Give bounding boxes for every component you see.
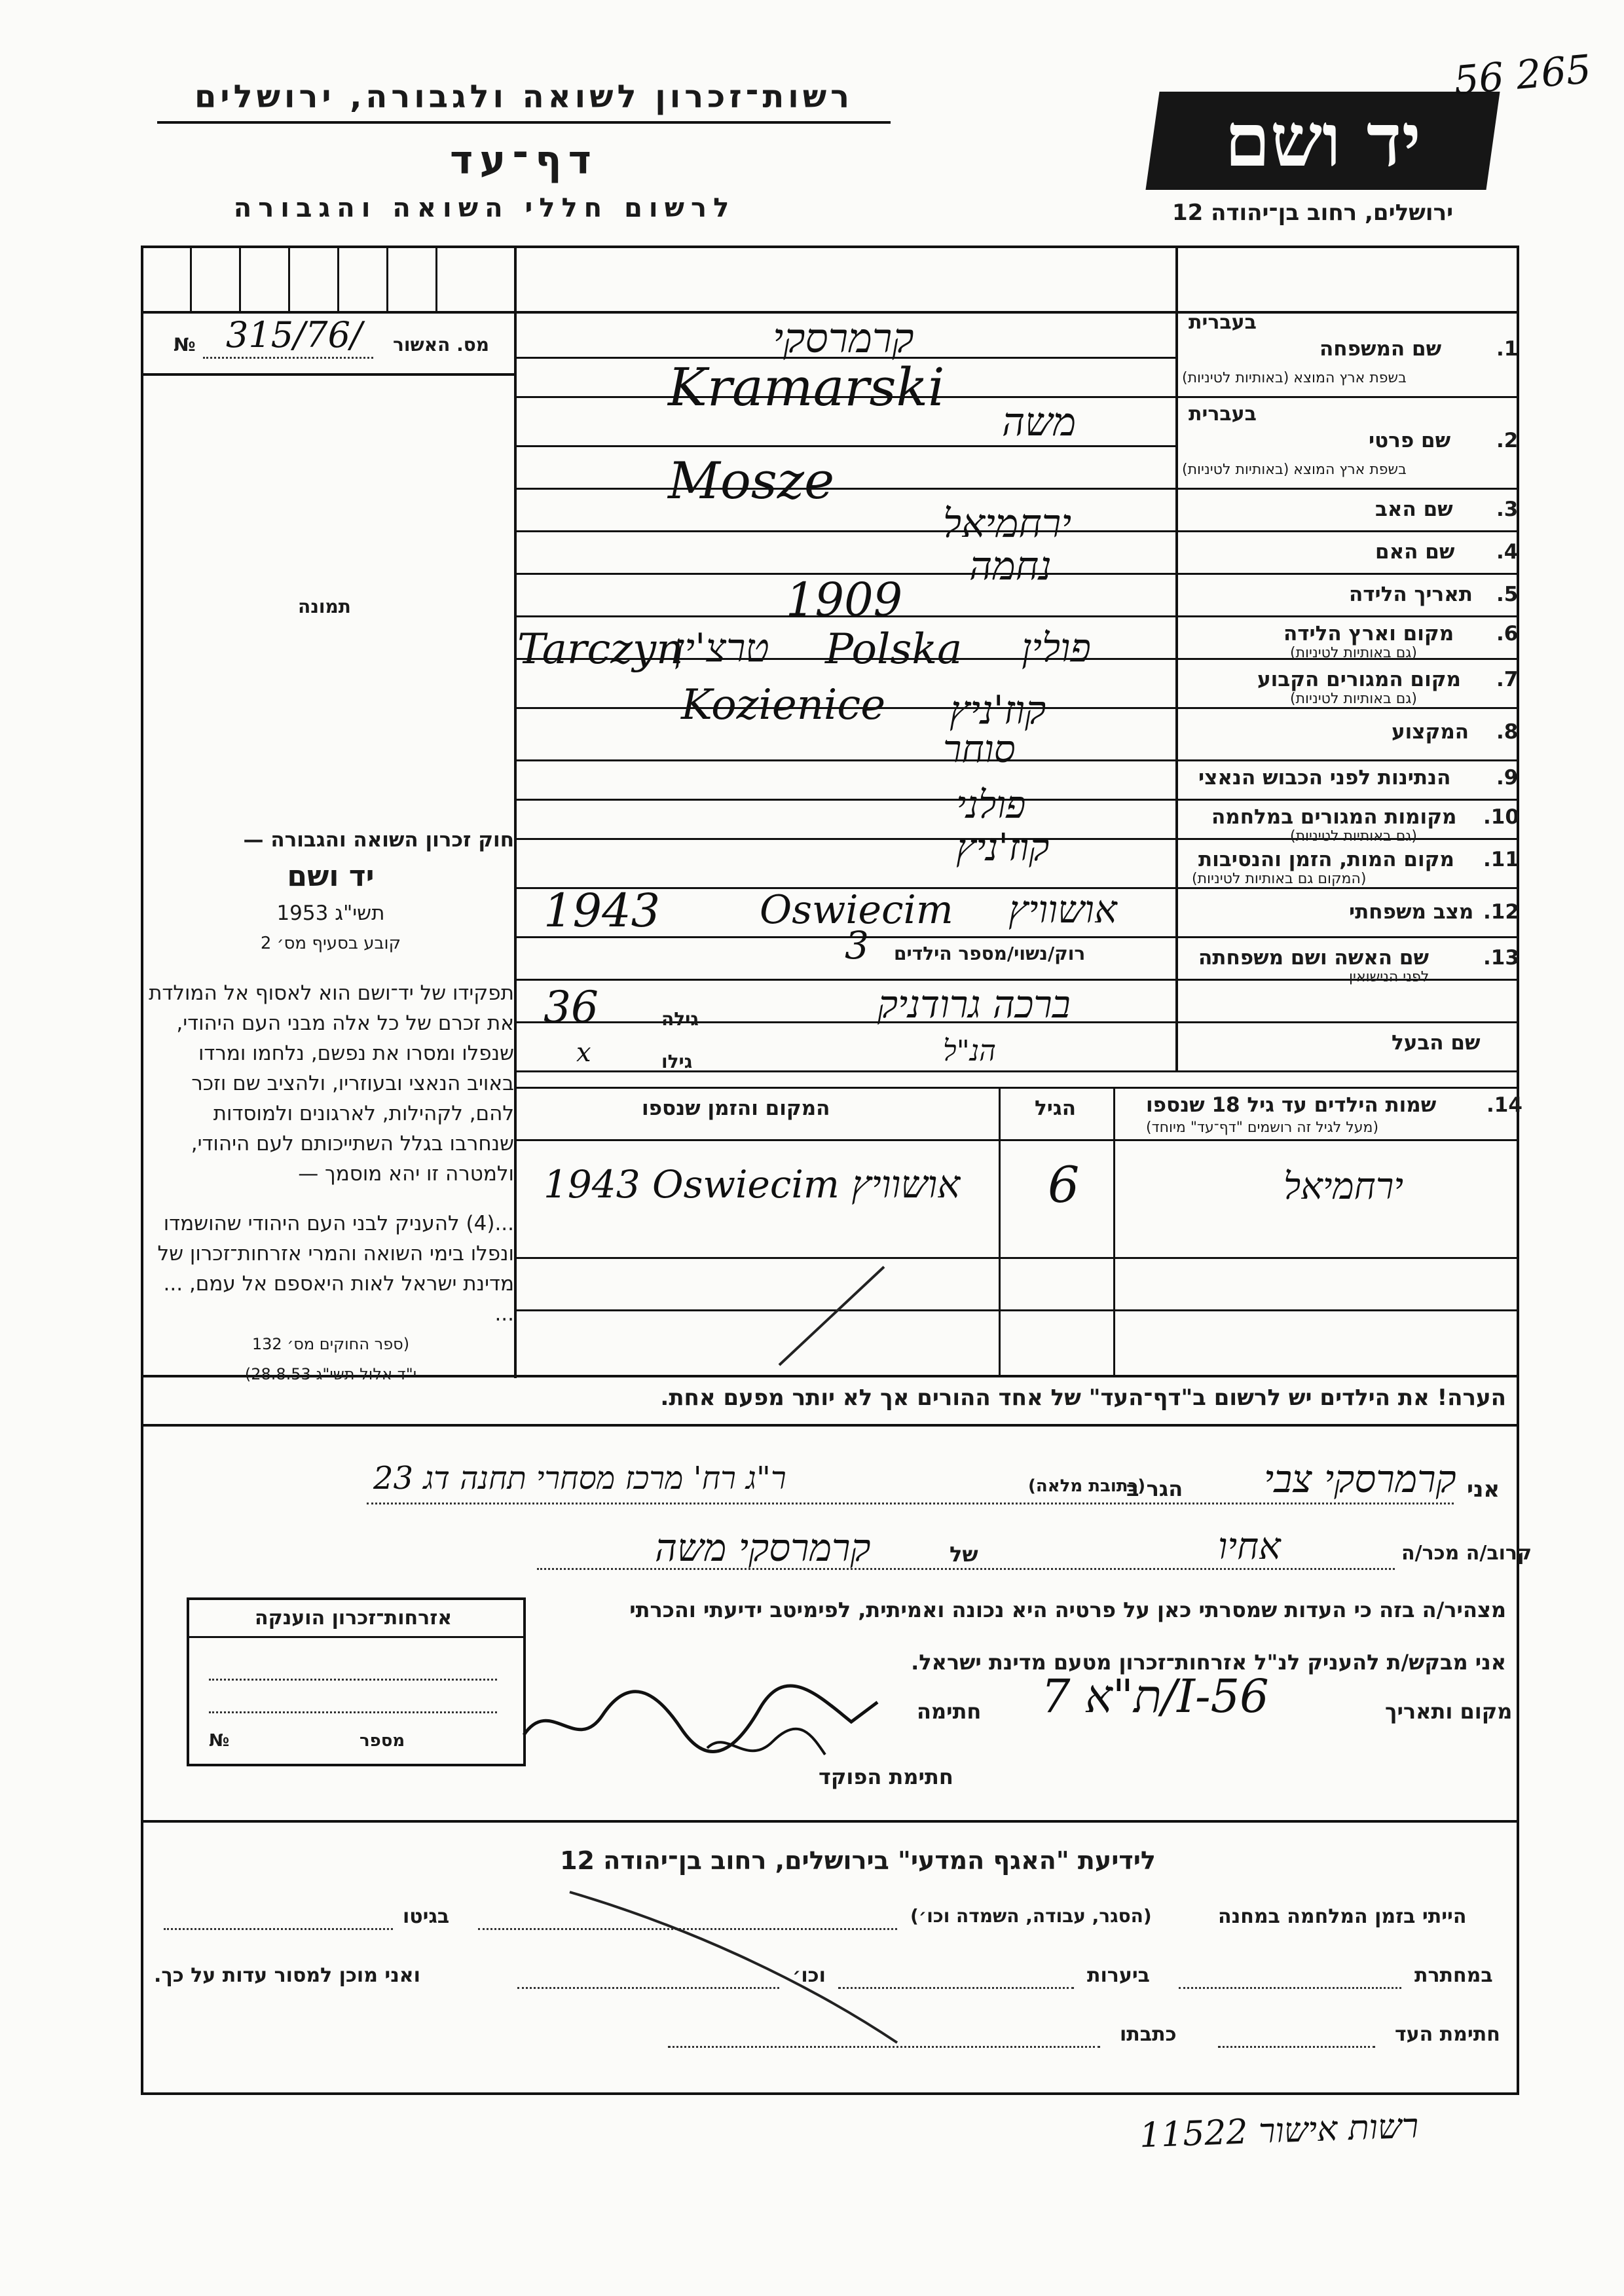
header-rule <box>157 121 891 124</box>
photo-label: תמונה <box>298 596 351 617</box>
f1-value-hebrew: קרמרסקי <box>773 314 914 362</box>
strip-cell <box>337 246 339 311</box>
strip-cell <box>435 246 437 311</box>
husband-age-label: גילו <box>661 1051 693 1072</box>
memorial-citizenship-box <box>187 1597 526 1766</box>
row-rule <box>517 1257 1519 1259</box>
f10-sub: (גם באותיות לטיניות) <box>1290 828 1417 845</box>
children-col-divider <box>999 1087 1001 1375</box>
husband-value: הנ"ל <box>943 1034 996 1068</box>
f8-value: סוחר <box>943 727 1016 771</box>
f1-value-latin: Kramarski <box>668 357 945 418</box>
f13-value: ברכה גרודניק <box>877 982 1071 1027</box>
f2-sub: בשפת ארץ המוצא (באותיות לטיניות) <box>1182 462 1407 478</box>
col-place-header: המקום והזמן שנספו <box>642 1097 830 1120</box>
section-rule <box>141 1424 1519 1427</box>
declarant-name: קרמרסקי צבי <box>1264 1457 1456 1501</box>
f14-num: 14. <box>1486 1093 1522 1117</box>
f6-value-latin: Tarczyn <box>517 625 684 674</box>
strip-cell <box>288 246 290 311</box>
memorial-box-title: אזרחות־זכרון הוענקה <box>255 1607 452 1630</box>
f1-hebrew-label: בעברית <box>1189 311 1257 334</box>
f14-label: שמות הילדים עד גיל 18 שנספו <box>1146 1093 1437 1117</box>
f6-country-hebrew: פולין <box>1022 625 1091 671</box>
f5-num: 5. <box>1496 583 1519 606</box>
law-body: תפקידו של יד־ושם הוא לאסוף אל המולדת את זכרם של כל אלה מבני העם היהודי, שנפלו ומסרו את נפשם, נלחמו ומרדו באויב הנאצי ובעוזריו, ולהציב שם וזכר להם, לקהילות, לארגונים ולמוסדות שנחרבו בגלל השתייכותם לעם היהודי, ולמטרה זו יהא מוסמך — <box>149 981 514 1186</box>
f14-sub: (מעל לגיל זה רושמים "דף־עד" מיוחד) <box>1146 1120 1379 1136</box>
f5-value: 1909 <box>786 573 903 627</box>
f4-value: נחמה <box>969 543 1052 589</box>
f7-value-hebrew: קוז'ניץ <box>950 687 1046 733</box>
col-age-header: הגיל <box>1035 1097 1077 1120</box>
registration-dotline <box>203 357 373 359</box>
info-etc-label: וכו׳ <box>792 1964 826 1987</box>
f13-label: שם האשה ושם משפחתה <box>1198 946 1429 970</box>
f6-value-hebrew: טרצ'ין <box>674 625 769 671</box>
relative-label: קרוב/ה מכר/ה <box>1401 1542 1532 1565</box>
f2-num: 2. <box>1496 429 1519 452</box>
f5-label: תאריך הלידה <box>1349 583 1473 606</box>
f7-value-latin: Kozienice <box>681 681 886 729</box>
registration-rule <box>141 373 517 376</box>
f2-label: שם פרטי <box>1369 429 1451 452</box>
address-dotline <box>367 1503 1454 1504</box>
info-willing-label: ואני מוכן למסור עדות על כך. <box>154 1964 420 1987</box>
strike-mark <box>766 1260 897 1372</box>
relative-dotline <box>537 1568 1395 1570</box>
f11-sub: (המקום גם באותיות לטיניות) <box>1192 871 1367 887</box>
f13-sub: לפני הנישואין <box>1349 969 1430 985</box>
left-column-divider <box>514 246 517 1378</box>
f2-hebrew-label: בעברית <box>1189 403 1257 426</box>
f9-label: הנתינות לפני הכבוש הנאצי <box>1198 766 1451 790</box>
child-age: 6 <box>1048 1156 1080 1214</box>
f9-value: פולני <box>956 782 1026 827</box>
f10-num: 10. <box>1483 805 1519 829</box>
f1-num: 1. <box>1496 337 1519 361</box>
strip-cell <box>239 246 241 311</box>
info-dotline <box>1179 1987 1401 1989</box>
info-forests-label: ביערות <box>1087 1964 1150 1987</box>
f11-value-hebrew: אושוויץ <box>1008 887 1117 932</box>
relation-value: אחיו <box>1218 1525 1281 1568</box>
f13-num: 13. <box>1483 946 1519 970</box>
declarant-i-label: אני <box>1467 1476 1500 1503</box>
f4-num: 4. <box>1496 540 1519 564</box>
declaration-statement: מצהיר/ה בזה כי העדות שמסרתי כאן על פרטיה היא נכונה ואמיתית, לפימיטב ידיעתי והכרתי <box>629 1597 1506 1622</box>
child-name: ירחמיאל <box>1283 1165 1404 1208</box>
top-file-number: 56 265 <box>1452 46 1593 105</box>
f12-num: 12. <box>1483 900 1519 924</box>
law-name: יד ושם <box>287 860 375 893</box>
f6-country-latin: Polska <box>825 625 963 674</box>
of-label: של <box>950 1542 978 1567</box>
law-ref2: י"ד אלול תשי"ג 28.8.53) <box>244 1365 417 1383</box>
strip-cell <box>190 246 192 311</box>
f8-num: 8. <box>1496 720 1519 744</box>
logo-text: יד ושם <box>1224 98 1422 183</box>
of-name: קרמרסקי משה <box>655 1525 871 1570</box>
lives-label: הגר ב <box>1126 1476 1183 1501</box>
info-title: לידיעת "האגף המדעי" בירושלים, רחוב בן־יהודה 12 <box>560 1846 1156 1875</box>
registration-prefix: № <box>174 334 196 355</box>
f10-label: מקומות המגורים במלחמה <box>1211 805 1457 829</box>
f2-value-hebrew: משה <box>1002 399 1077 445</box>
row-rule <box>517 1087 1519 1089</box>
box-number-prefix: № <box>209 1731 230 1751</box>
box-rule <box>189 1636 523 1638</box>
row-rule <box>517 615 1519 617</box>
row-rule <box>517 445 1175 447</box>
info-rule <box>141 1820 1519 1823</box>
f11-label: מקום המות, הזמן והנסיבות <box>1198 848 1454 871</box>
row-rule <box>517 488 1519 490</box>
f3-label: שם האב <box>1375 498 1453 521</box>
row-rule <box>517 936 1519 938</box>
husband-label: שם הבעל <box>1392 1031 1481 1055</box>
organization-name: רשות־זכרון לשואה ולגבורה, ירושלים <box>194 79 854 115</box>
f11-num: 11. <box>1483 848 1519 871</box>
f3-num: 3. <box>1496 498 1519 521</box>
officer-signature-label: חתימת הפוקד <box>819 1764 953 1789</box>
f8-label: המקצוע <box>1392 720 1469 744</box>
info-dotline <box>1218 2046 1375 2048</box>
info-witness-signature-label: חתימת העד <box>1395 2023 1500 2046</box>
signature-label: חתימה <box>917 1699 982 1724</box>
f7-sub: (גם באותיות לטיניות) <box>1290 691 1417 707</box>
f2-value-latin: Mosze <box>668 452 835 511</box>
info-address-label: כתבתו <box>1120 2023 1177 2046</box>
box-dotline <box>209 1679 497 1681</box>
husband-age-value: x <box>576 1038 591 1068</box>
f12-label: מצב משפחתי <box>1349 900 1474 924</box>
law-line1: חוק זכרון השואה והגבורה — <box>243 828 514 852</box>
law-year: תשי"ג 1953 <box>276 902 385 925</box>
form-title: דף־עד <box>450 137 598 183</box>
place-date-label: מקום ותאריך <box>1385 1699 1513 1724</box>
address-hint: (כתובת מלאה) <box>1028 1476 1146 1496</box>
law-text-block <box>147 825 514 1389</box>
row-rule <box>517 759 1519 761</box>
f7-label: מקום המגורים הקבוע <box>1257 668 1461 691</box>
f9-num: 9. <box>1496 766 1519 790</box>
children-col-divider <box>1113 1087 1115 1375</box>
address: ירושלים, רחוב בן־יהודה 12 <box>1172 200 1454 226</box>
row-rule <box>517 1309 1519 1311</box>
children-note: הערה! את הילדים יש לרשום ב"דף־העד" של אחד ההורים אך לא יותר מפעם אחת. <box>660 1385 1506 1411</box>
declarant-signature <box>511 1676 904 1774</box>
info-underground-label: במחתרת <box>1414 1964 1493 1987</box>
f12-inline-label: רוק/נשוי/מספר הילדים <box>894 943 1086 964</box>
f6-label: מקום וארץ הלידה <box>1283 622 1454 646</box>
footer-approval-note: רשות אישור 11522 <box>1139 2106 1420 2156</box>
info-ghetto-label: בגיטו <box>403 1905 450 1928</box>
f1-sub: בשפת ארץ המוצא (באותיות לטיניות) <box>1182 370 1407 386</box>
f11-value-year: 1943 <box>544 884 661 938</box>
yad-vashem-logo <box>1145 92 1500 190</box>
f10-value: קוז'ניץ <box>956 825 1050 869</box>
box-number-label: מספר <box>360 1731 405 1751</box>
f3-value: ירחמיאל <box>943 501 1072 547</box>
info-camp-label: הייתי בזמן המלחמה במחנה <box>1218 1905 1467 1928</box>
law-sub: ...(4) להעניק לבני העם היהודי שהושמדו ונפלו בימי השואה והמרי אזרחות־זכרון של מדינת ישראל לאות היאספם אל עמם, ... ... <box>157 1212 514 1326</box>
f1-label: שם המשפחה <box>1320 337 1442 361</box>
place-date-value: ת"א 7/I-56 <box>1041 1669 1269 1723</box>
f7-num: 7. <box>1496 668 1519 691</box>
info-strike-line <box>563 1886 904 2049</box>
memorial-request: אני מבקש/ת להעניק לנ"ל אזרחות־זכרון מטעם מדינת ישראל. <box>911 1650 1506 1675</box>
top-strip-rule <box>141 311 1519 314</box>
box-dotline <box>209 1711 497 1713</box>
info-camp-hint: (הסגר, עבודה, השמדה וכו׳) <box>910 1905 1152 1927</box>
law-clause: קובע בסעיף מס׳ 2 <box>260 934 401 953</box>
law-ref1: (ספר החוקים מס׳ 132 <box>251 1335 410 1353</box>
declarant-address: ר"ג רח' מרכז מסחרי תחנה דג 23 <box>373 1460 786 1497</box>
f11-value-latin: Oswiecim <box>760 887 953 933</box>
form-subtitle: לרשום חללי השואה והגבורה <box>233 193 736 223</box>
registration-label: מס. האשור <box>393 334 489 355</box>
f4-label: שם האם <box>1375 540 1455 564</box>
f6-sub: (גם באותיות לטיניות) <box>1290 645 1417 661</box>
wife-age-value: 36 <box>544 982 599 1032</box>
child-place-time: 1943 Oswiecim אושוויץ <box>544 1162 961 1207</box>
row-rule <box>517 1139 1519 1141</box>
f12-value: 3 <box>845 923 869 968</box>
f6-num: 6. <box>1496 622 1519 646</box>
wife-age-label: גילה <box>661 1008 699 1030</box>
strip-cell <box>386 246 388 311</box>
info-dotline <box>164 1928 393 1930</box>
row-rule <box>517 396 1519 398</box>
registration-number: 315/76/ <box>226 314 363 355</box>
